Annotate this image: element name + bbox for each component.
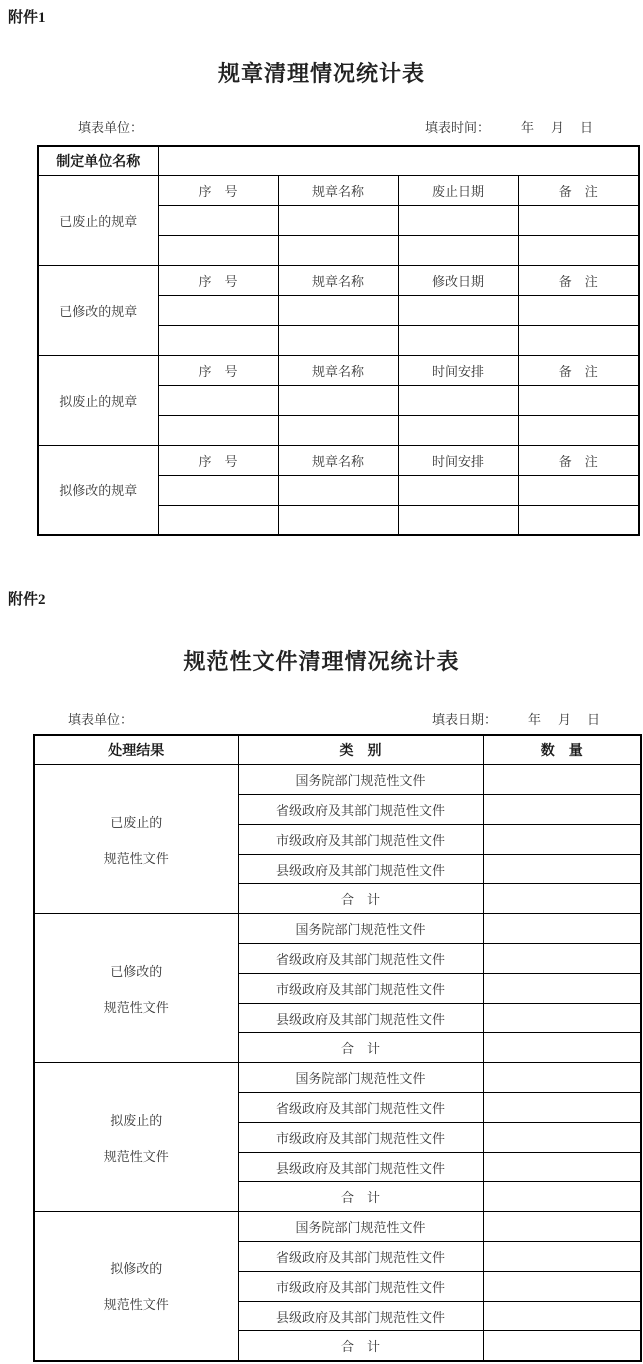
col-header-remark: 备 注 [518, 355, 639, 385]
day-placeholder: 日 [586, 712, 600, 727]
data-cell [158, 235, 278, 265]
data-cell [518, 475, 639, 505]
quantity-cell [483, 973, 641, 1003]
quantity-cell [483, 854, 641, 884]
data-cell [518, 235, 639, 265]
col-header-remark: 备 注 [518, 445, 639, 475]
data-cell [398, 415, 518, 445]
month-placeholder: 月 [557, 712, 571, 727]
quantity-cell [483, 944, 641, 974]
section-label-line1: 拟修改的 [110, 1261, 163, 1277]
quantity-cell [483, 1182, 641, 1212]
section-label-line2: 规范性文件 [103, 1297, 169, 1313]
section2-label-cell [34, 914, 238, 1063]
data-cell [278, 385, 398, 415]
section-label-line2: 规范性文件 [103, 850, 169, 866]
day-placeholder: 日 [579, 120, 593, 135]
quantity-cell [483, 884, 641, 914]
unit-name-header-cell: 制定单位名称 [38, 146, 158, 175]
data-cell [398, 235, 518, 265]
data-cell [518, 205, 639, 235]
col-header-date: 废止日期 [398, 175, 518, 205]
header-category: 类 别 [238, 735, 483, 765]
data-cell [278, 505, 398, 535]
fill-unit-label: 填表单位： [68, 712, 134, 727]
data-cell [278, 235, 398, 265]
table-row [34, 1212, 641, 1242]
attachment2-meta-row [0, 709, 643, 727]
section1-label-cell: 已废止的规章 [38, 175, 158, 265]
data-cell [158, 325, 278, 355]
col-header-remark: 备 注 [518, 175, 639, 205]
section1-label-cell [34, 765, 238, 914]
quantity-cell [483, 765, 641, 795]
header-result: 处理结果 [34, 735, 238, 765]
attachment2-title: 规范性文件清理情况统计表 [183, 649, 460, 674]
quantity-cell [483, 1152, 641, 1182]
data-cell [398, 205, 518, 235]
fill-time-group [425, 117, 593, 136]
fill-unit-label: 填表单位： [78, 120, 144, 135]
data-cell [518, 505, 639, 535]
total-label-cell: 合 计 [238, 1033, 483, 1063]
category-cell: 国务院部门规范性文件 [238, 914, 483, 944]
data-cell [158, 295, 278, 325]
table-row [34, 914, 641, 944]
quantity-cell [483, 1093, 641, 1123]
section-label-line2: 规范性文件 [103, 1148, 169, 1164]
fill-time-label: 填表时间： [424, 120, 490, 135]
section2-label-cell: 已修改的规章 [38, 265, 158, 355]
attachment1-label: 附件1 [8, 10, 46, 26]
data-cell [518, 325, 639, 355]
quantity-cell [483, 1122, 641, 1152]
quantity-cell [483, 1033, 641, 1063]
col-header-remark: 备 注 [518, 265, 639, 295]
category-cell: 市级政府及其部门规范性文件 [238, 1271, 483, 1301]
total-label-cell: 合 计 [238, 884, 483, 914]
quantity-cell [483, 824, 641, 854]
normative-document-table [33, 734, 642, 1362]
quantity-cell [483, 914, 641, 944]
col-header-name: 规章名称 [278, 175, 398, 205]
quantity-cell [483, 1331, 641, 1361]
data-cell [398, 295, 518, 325]
category-cell: 省级政府及其部门规范性文件 [238, 1093, 483, 1123]
data-cell [518, 295, 639, 325]
total-label-cell: 合 计 [238, 1182, 483, 1212]
category-cell: 县级政府及其部门规范性文件 [238, 1301, 483, 1331]
attachment1-title: 规章清理情况统计表 [217, 61, 425, 86]
attachment1-meta-row [0, 117, 643, 135]
data-cell [278, 295, 398, 325]
data-cell [398, 385, 518, 415]
col-header-name: 规章名称 [278, 355, 398, 385]
category-cell: 县级政府及其部门规范性文件 [238, 854, 483, 884]
section-label-line1: 已废止的 [110, 814, 163, 830]
category-cell: 市级政府及其部门规范性文件 [238, 824, 483, 854]
data-cell [158, 415, 278, 445]
col-header-seq: 序 号 [158, 175, 278, 205]
quantity-cell [483, 795, 641, 825]
section-label-line2: 规范性文件 [103, 999, 169, 1015]
data-cell [278, 415, 398, 445]
col-header-seq: 序 号 [158, 265, 278, 295]
data-cell [158, 205, 278, 235]
category-cell: 国务院部门规范性文件 [238, 1063, 483, 1093]
fill-date-label: 填表日期： [431, 712, 497, 727]
year-placeholder: 年 [520, 120, 534, 135]
section-label-line1: 已修改的 [110, 963, 163, 979]
category-cell: 市级政府及其部门规范性文件 [238, 1122, 483, 1152]
category-cell: 省级政府及其部门规范性文件 [238, 795, 483, 825]
header-quantity: 数 量 [483, 735, 641, 765]
month-placeholder: 月 [550, 120, 564, 135]
table-row [34, 765, 641, 795]
table2-header-row [34, 735, 641, 765]
data-cell [398, 505, 518, 535]
unit-name-row [38, 146, 639, 175]
col-header-date: 修改日期 [398, 265, 518, 295]
data-cell [398, 475, 518, 505]
data-cell [518, 385, 639, 415]
section-label-line1: 拟废止的 [110, 1112, 163, 1128]
col-header-seq: 序 号 [158, 355, 278, 385]
section3-label-cell: 拟废止的规章 [38, 355, 158, 445]
section2-header-row [38, 265, 639, 295]
data-cell [278, 205, 398, 235]
section4-header-row [38, 445, 639, 475]
quantity-cell [483, 1003, 641, 1033]
table-row [34, 1063, 641, 1093]
regulation-clearance-table [37, 145, 640, 536]
quantity-cell [483, 1212, 641, 1242]
col-header-date: 时间安排 [398, 445, 518, 475]
data-cell [158, 475, 278, 505]
category-cell: 县级政府及其部门规范性文件 [238, 1152, 483, 1182]
data-cell [518, 415, 639, 445]
unit-name-value-cell [158, 146, 639, 175]
quantity-cell [483, 1242, 641, 1272]
fill-date-group [432, 709, 600, 728]
category-cell: 市级政府及其部门规范性文件 [238, 973, 483, 1003]
section1-header-row [38, 175, 639, 205]
quantity-cell [483, 1063, 641, 1093]
data-cell [158, 385, 278, 415]
category-cell: 省级政府及其部门规范性文件 [238, 944, 483, 974]
quantity-cell [483, 1271, 641, 1301]
col-header-name: 规章名称 [278, 265, 398, 295]
quantity-cell [483, 1301, 641, 1331]
data-cell [398, 325, 518, 355]
category-cell: 省级政府及其部门规范性文件 [238, 1242, 483, 1272]
col-header-name: 规章名称 [278, 445, 398, 475]
section4-label-cell: 拟修改的规章 [38, 445, 158, 535]
data-cell [278, 475, 398, 505]
data-cell [278, 325, 398, 355]
total-label-cell: 合 计 [238, 1331, 483, 1361]
section3-label-cell [34, 1063, 238, 1212]
section4-label-cell [34, 1212, 238, 1361]
data-cell [158, 505, 278, 535]
section3-header-row [38, 355, 639, 385]
category-cell: 县级政府及其部门规范性文件 [238, 1003, 483, 1033]
year-placeholder: 年 [527, 712, 541, 727]
col-header-date: 时间安排 [398, 355, 518, 385]
col-header-seq: 序 号 [158, 445, 278, 475]
attachment2-label: 附件2 [8, 592, 46, 608]
category-cell: 国务院部门规范性文件 [238, 1212, 483, 1242]
category-cell: 国务院部门规范性文件 [238, 765, 483, 795]
